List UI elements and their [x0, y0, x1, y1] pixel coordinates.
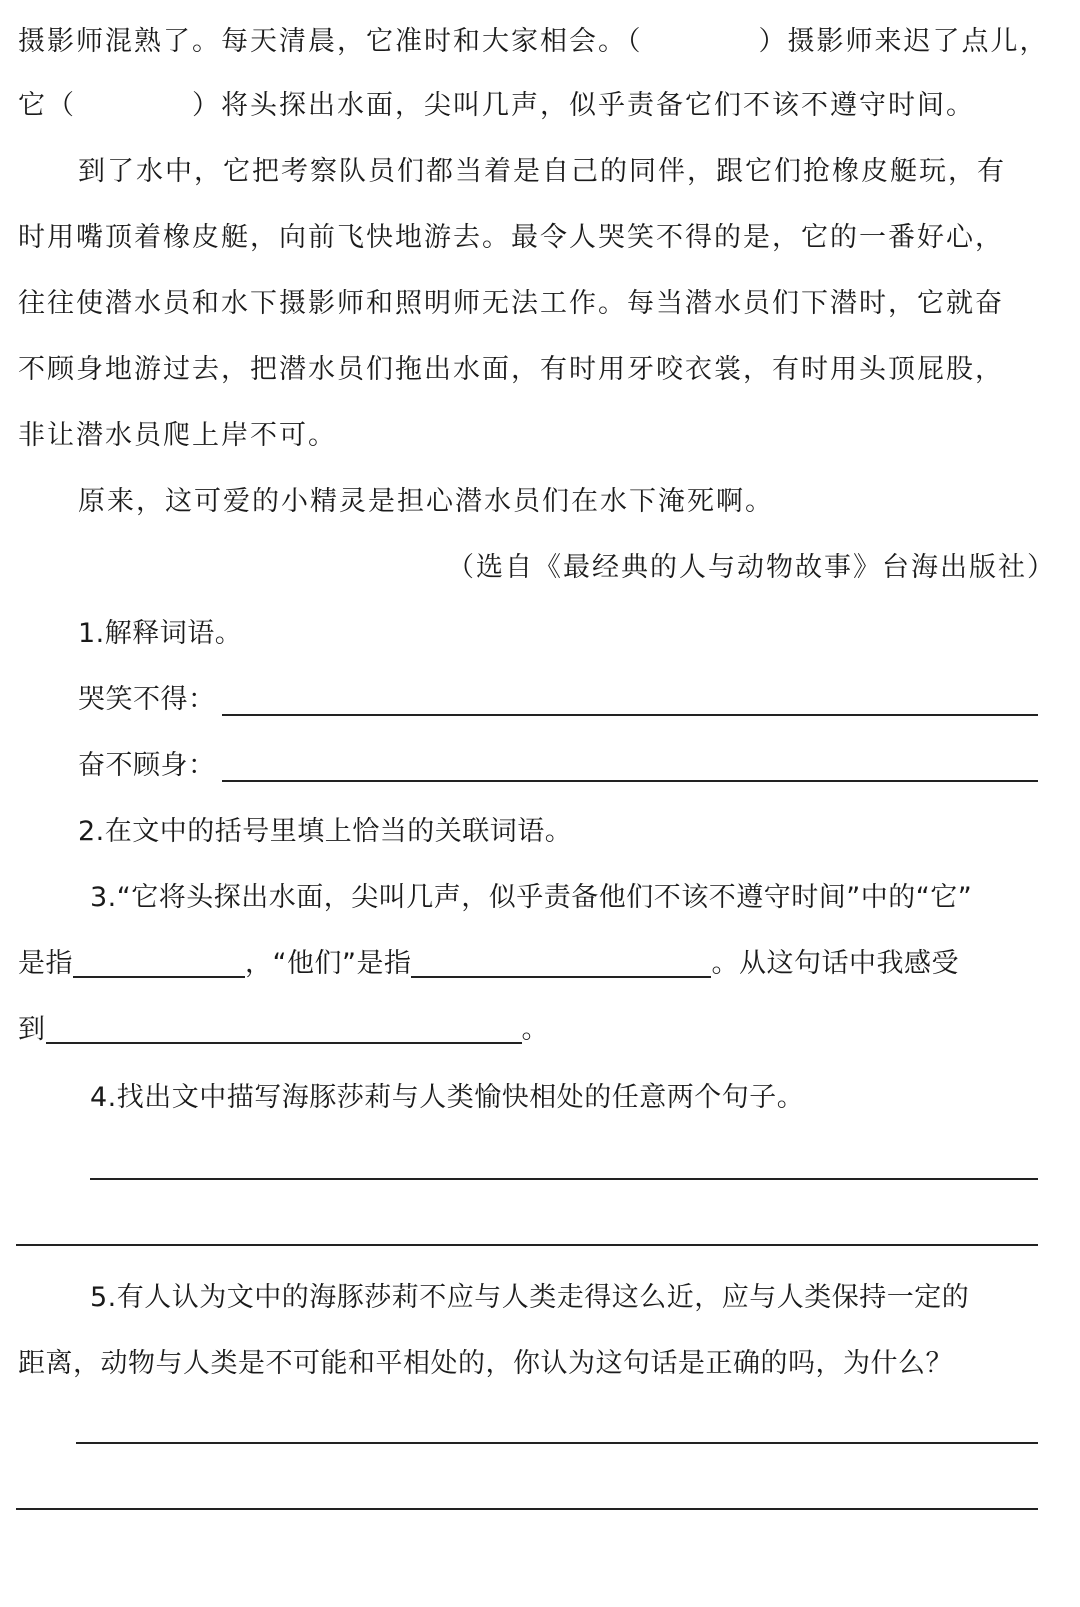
- question-3-text-e: 。: [521, 1014, 549, 1045]
- question-2-title: 2.在文中的括号里填上恰当的关联词语。: [78, 816, 573, 847]
- question-1-word-2: 奋不顾身：: [78, 750, 216, 781]
- passage-source: （选自《最经典的人与动物故事》台海出版社）: [447, 552, 1056, 583]
- question-3-text-d: 到: [18, 1014, 46, 1045]
- answer-line-word-2[interactable]: [222, 780, 1038, 782]
- question-3-line-2: [18, 944, 959, 984]
- answer-line-q5-2[interactable]: [16, 1508, 1038, 1510]
- answer-line-q4-1[interactable]: [90, 1178, 1038, 1180]
- question-3-text-c: 。从这句话中我感受: [711, 948, 959, 979]
- question-4-title: 4.找出文中描写海豚莎莉与人类愉快相处的任意两个句子。: [90, 1082, 805, 1113]
- answer-line-word-1[interactable]: [222, 714, 1038, 716]
- passage-line-7: 非让潜水员爬上岸不可。: [18, 420, 337, 451]
- passage-line-6: 不顾身地游过去，把潜水员们拖出水面，有时用牙咬衣裳，有时用头顶屁股，: [18, 354, 1004, 385]
- passage-line-2: 它（ ）将头探出水面，尖叫几声，似乎责备它们不该不遵守时间。: [18, 90, 975, 121]
- passage-line-8: 原来，这可爱的小精灵是担心潜水员们在水下淹死啊。: [78, 486, 774, 517]
- blank-it-refers-to[interactable]: [73, 946, 245, 978]
- passage-line-5: 往往使潜水员和水下摄影师和照明师无法工作。每当潜水员们下潜时，它就奋: [18, 288, 1004, 319]
- answer-line-q5-1[interactable]: [76, 1442, 1038, 1444]
- question-5-line-2: 距离，动物与人类是不可能和平相处的，你认为这句话是正确的吗，为什么？: [18, 1348, 953, 1379]
- passage-line-3: 到了水中，它把考察队员们都当着是自己的同伴，跟它们抢橡皮艇玩，有: [78, 156, 1006, 187]
- question-3-line-3: [18, 1010, 549, 1050]
- question-3-text-a: 是指: [18, 948, 73, 979]
- question-3-line-1: 3.“它将头探出水面，尖叫几声，似乎责备他们不该不遵守时间”中的“它”: [90, 882, 973, 913]
- question-1-title: 1.解释词语。: [78, 618, 243, 649]
- question-3-text-b: ，“他们”是指: [245, 948, 412, 979]
- question-1-word-1: 哭笑不得：: [78, 684, 216, 715]
- blank-feeling[interactable]: [46, 1012, 522, 1044]
- question-5-line-1: 5.有人认为文中的海豚莎莉不应与人类走得这么近，应与人类保持一定的: [90, 1282, 970, 1313]
- passage-line-1: 摄影师混熟了。每天清晨，它准时和大家相会。（ ）摄影师来迟了点儿，: [18, 26, 1049, 57]
- answer-line-q4-2[interactable]: [16, 1244, 1038, 1246]
- blank-they-refers-to[interactable]: [411, 946, 711, 978]
- passage-line-4: 时用嘴顶着橡皮艇，向前飞快地游去。最令人哭笑不得的是，它的一番好心，: [18, 222, 1004, 253]
